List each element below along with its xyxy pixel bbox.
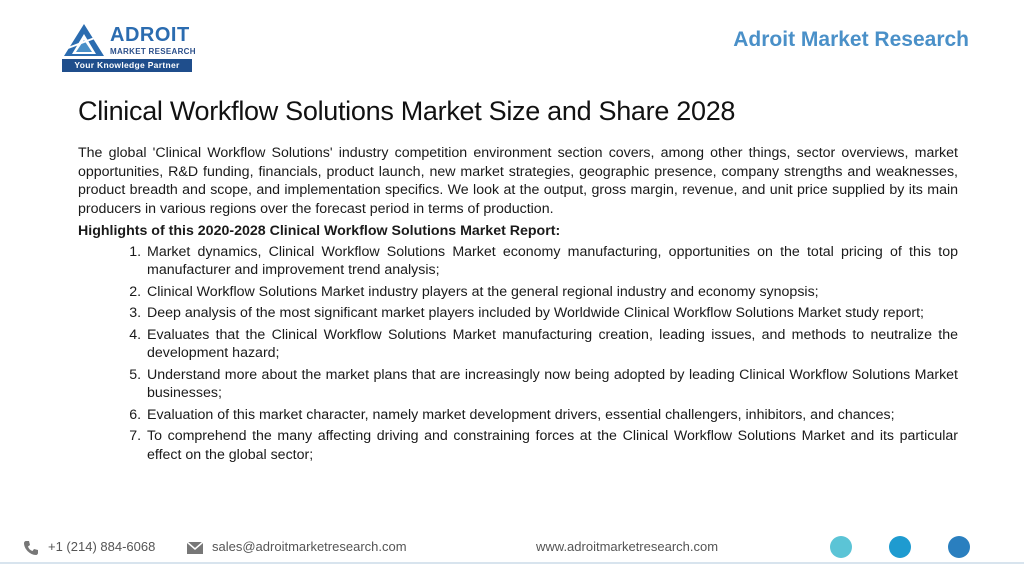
main-content — [78, 144, 958, 467]
brand-name: Adroit Market Research — [733, 28, 969, 51]
intro-paragraph: The global 'Clinical Workflow Solutions' industry competition environment section covers, among other things, sector overviews, market opportunities, R&D funding, financials, product launch, new market strategies, geographic presence, company strengths and weaknesses, product breadth and scope, and implementation specifics. We look at the output, gross margin, revenue, and unit price supplied by its main producers in various regions over the forecast period in terms of production. — [78, 145, 958, 217]
phone-icon — [22, 539, 40, 557]
list-item: 2. Clinical Workflow Solutions Market industry players at the general regional industry and economy synopsis; — [145, 283, 958, 302]
footer — [0, 536, 1024, 576]
phone-number[interactable]: +1 (214) 884-6068 — [48, 539, 156, 554]
website-link[interactable]: www.adroitmarketresearch.com — [536, 539, 719, 554]
highlights-list — [78, 243, 958, 465]
logo-wordmark: ADROIT — [110, 24, 190, 46]
footer-divider — [0, 562, 1024, 564]
logo-mark-icon — [62, 22, 106, 58]
logo-tagline: Your Knowledge Partner — [62, 59, 192, 72]
list-item: 4. Evaluates that the Clinical Workflow Solutions Market manufacturing creation, leading issues, and methods to neutralize the development hazard; — [145, 326, 958, 363]
decorative-dot — [889, 536, 911, 558]
list-item: 6. Evaluation of this market character, namely market development drivers, essential challengers, inhibitors, and chances; — [145, 406, 958, 425]
list-item: 5. Understand more about the market plans that are increasingly now being adopted by leading Clinical Workflow Solutions Market businesses; — [145, 366, 958, 403]
highlights-heading: Highlights of this 2020-2028 Clinical Workflow Solutions Market Report: — [78, 223, 561, 239]
page-title: Clinical Workflow Solutions Market Size and Share 2028 — [78, 96, 736, 126]
list-item: 1. Market dynamics, Clinical Workflow Solutions Market economy manufacturing, opportunities on the total pricing of this top manufacturer and improvement trend analysis; — [145, 243, 958, 280]
decorative-dot — [830, 536, 852, 558]
list-item: 7. To comprehend the many affecting driving and constraining forces at the Clinical Workflow Solutions Market and its particular effect on the global sector; — [145, 427, 958, 464]
logo-subtitle: MARKET RESEARCH — [110, 47, 196, 56]
decorative-dot — [948, 536, 970, 558]
email-link[interactable]: sales@adroitmarketresearch.com — [212, 539, 407, 554]
list-item: 3. Deep analysis of the most significant market players included by Worldwide Clinical Workflow Solutions Market study report; — [145, 304, 958, 323]
company-logo — [62, 20, 197, 74]
mail-icon — [186, 541, 204, 555]
